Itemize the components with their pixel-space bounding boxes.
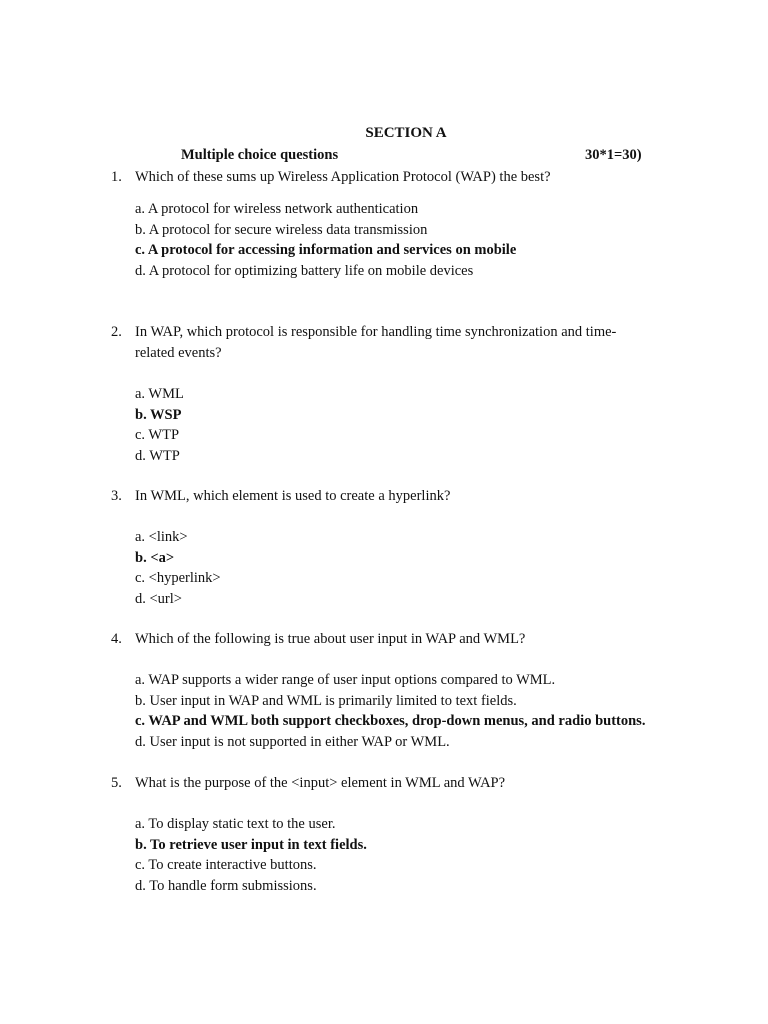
section-marks: 30*1=30) xyxy=(585,147,642,163)
option-b: b. A protocol for secure wireless data transmission xyxy=(135,221,428,238)
option-b-correct: b. To retrieve user input in text fields. xyxy=(135,836,367,853)
option-b: b. User input in WAP and WML is primarily limited to text fields. xyxy=(135,692,517,709)
option-a: a. WML xyxy=(135,386,184,402)
option-c: c. <hyperlink> xyxy=(135,570,221,586)
option-d: d. WTP xyxy=(135,447,180,464)
options-5 xyxy=(135,814,735,896)
options-4 xyxy=(135,670,735,752)
option-a: a. A protocol for wireless network authentication xyxy=(135,201,419,217)
option-b-correct: b. <a> xyxy=(135,549,175,566)
question-number: 1. xyxy=(111,169,122,185)
question-text: In WAP, which protocol is responsible for handling time synchronization and time-related events? xyxy=(135,324,617,361)
question-text: What is the purpose of the <input> element in WML and WAP? xyxy=(135,775,506,791)
option-c: c. WTP xyxy=(135,427,180,443)
section-title: SECTION A xyxy=(365,125,447,141)
option-c-correct: c. A protocol for accessing information and services on mobile xyxy=(135,242,517,258)
option-d: d. <url> xyxy=(135,590,182,607)
section-subtitle: Multiple choice questions xyxy=(181,147,339,163)
options-3 xyxy=(135,527,735,609)
option-d: d. User input is not supported in either WAP or WML. xyxy=(135,733,450,750)
question-number: 3. xyxy=(111,488,122,504)
question-text: Which of the following is true about user input in WAP and WML? xyxy=(135,631,526,647)
question-number: 4. xyxy=(111,631,122,647)
option-c-correct: c. WAP and WML both support checkboxes, drop-down menus, and radio buttons. xyxy=(135,713,646,729)
option-c: c. To create interactive buttons. xyxy=(135,857,317,873)
option-a: a. To display static text to the user. xyxy=(135,816,336,832)
question-text: Which of these sums up Wireless Application Protocol (WAP) the best? xyxy=(135,169,551,185)
options-1 xyxy=(135,199,735,281)
question-text: In WML, which element is used to create a hyperlink? xyxy=(135,488,451,504)
option-a: a. WAP supports a wider range of user input options compared to WML. xyxy=(135,672,556,688)
option-d: d. A protocol for optimizing battery life on mobile devices xyxy=(135,262,474,279)
question-number: 5. xyxy=(111,775,122,791)
option-d: d. To handle form submissions. xyxy=(135,877,317,894)
option-b-correct: b. WSP xyxy=(135,406,182,423)
question-number: 2. xyxy=(111,324,122,340)
option-a: a. <link> xyxy=(135,529,188,545)
options-2 xyxy=(135,384,735,466)
